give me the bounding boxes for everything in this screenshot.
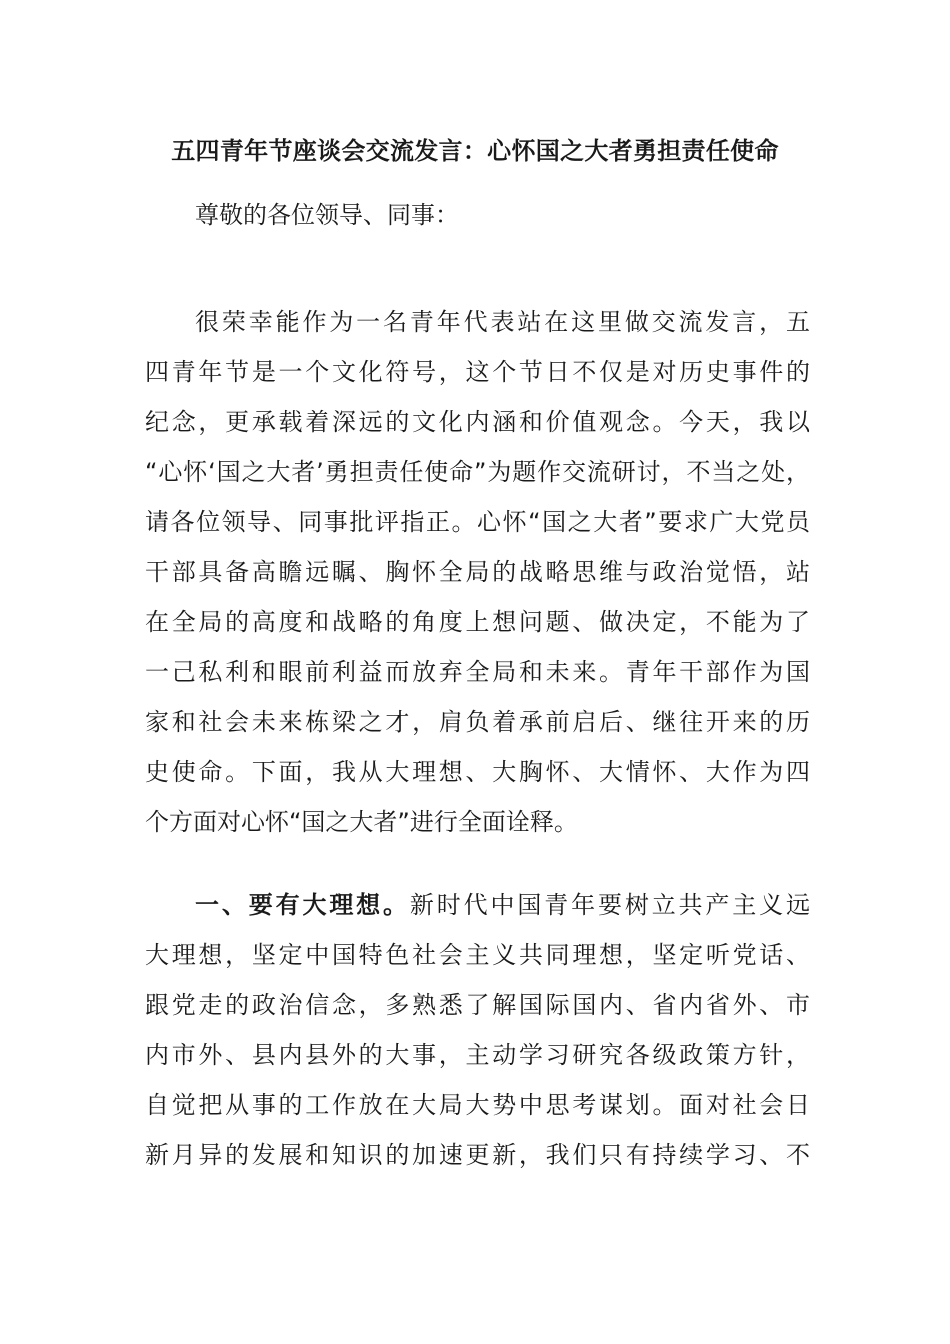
document-title: 五四青年节座谈会交流发言：心怀国之大者勇担责任使命 — [171, 137, 779, 165]
paragraph-line: 干部具备高瞻远瞩、胸怀全局的战略思维与政治觉悟，站 — [145, 558, 810, 586]
paragraph-line: 纪念，更承载着深远的文化内涵和价值观念。今天，我以 — [145, 408, 810, 436]
greeting — [145, 190, 810, 240]
paragraph-line: 很荣幸能作为一名青年代表站在这里做交流发言，五 — [195, 308, 810, 336]
paragraph-line: 家和社会未来栋梁之才，肩负着承前启后、继往开来的历 — [145, 708, 810, 736]
paragraph-line: 一己私利和眼前利益而放弃全局和未来。青年干部作为国 — [145, 658, 810, 686]
paragraph-line: 自觉把从事的工作放在大局大势中思考谋划。面对社会日 — [145, 1091, 810, 1119]
paragraph-first-line — [145, 880, 810, 930]
paragraph-line: 史使命。下面，我从大理想、大胸怀、大情怀、大作为四 — [145, 758, 810, 786]
paragraph-line: 个方面对心怀“国之大者”进行全面诠释。 — [145, 808, 578, 836]
paragraph-line: 在全局的高度和战略的角度上想问题、做决定，不能为了 — [145, 608, 810, 636]
paragraph-line: 内市外、县内县外的大事，主动学习研究各级政策方针， — [145, 1041, 810, 1069]
paragraph-line: 跟党走的政治信念，多熟悉了解国际国内、省内省外、市 — [145, 991, 810, 1019]
paragraph-ideal — [145, 880, 810, 1180]
section-heading: 一、要有大理想。 — [195, 891, 410, 919]
paragraph-line: 四青年节是一个文化符号，这个节日不仅是对历史事件的 — [145, 358, 810, 386]
paragraph-line: 大理想，坚定中国特色社会主义共同理想，坚定听党话、 — [145, 941, 810, 969]
paragraph-intro — [145, 297, 810, 847]
greeting-line: 尊敬的各位领导、同事： — [195, 201, 459, 229]
paragraph-line: “心怀‘国之大者’勇担责任使命”为题作交流研讨，不当之处， — [145, 458, 810, 486]
paragraph-line: 新月异的发展和知识的加速更新，我们只有持续学习、不 — [145, 1141, 810, 1169]
paragraph-line: 请各位领导、同事批评指正。心怀“国之大者”要求广大党员 — [145, 508, 810, 536]
paragraph-first-line-text: 新时代中国青年要树立共产主义远 — [409, 891, 811, 919]
